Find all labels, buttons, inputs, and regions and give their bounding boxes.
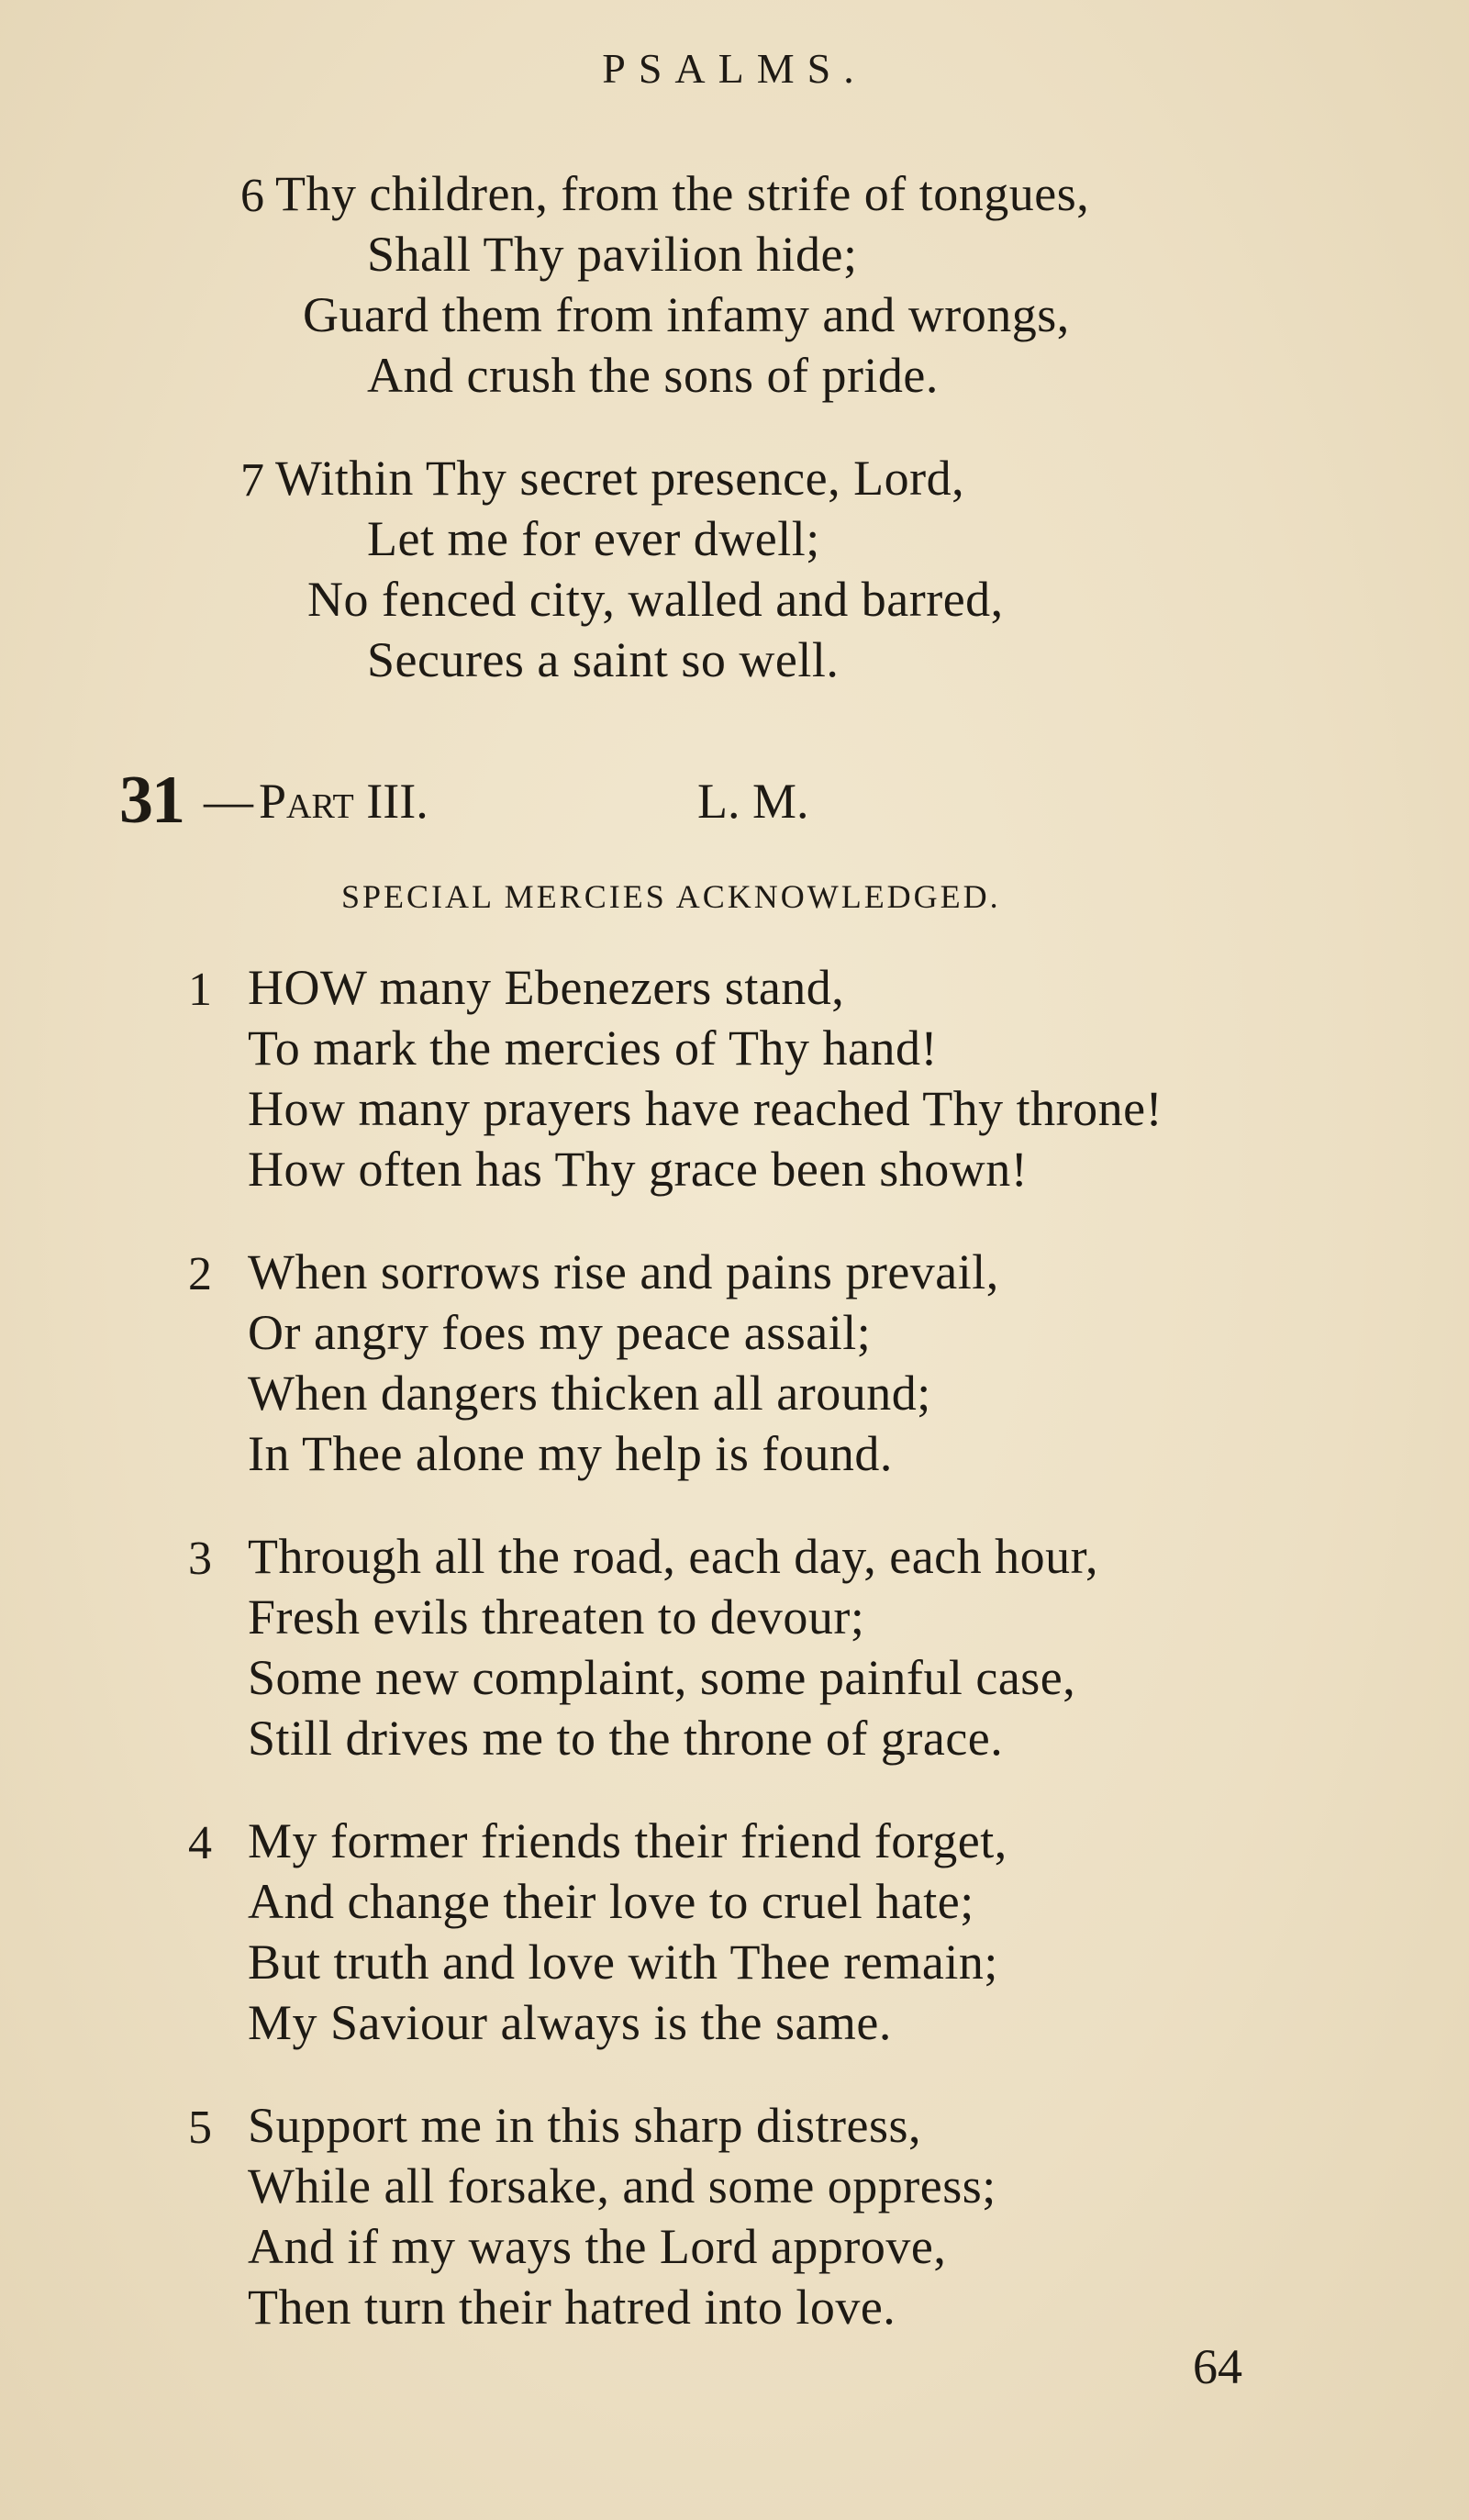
verse-line: Let me for ever dwell; (367, 511, 820, 566)
verse-line: Within Thy secret presence, Lord, (275, 451, 965, 506)
verse-line: Then turn their hatred into love. (248, 2280, 896, 2335)
verse-line: And if my ways the Lord approve, (248, 2219, 947, 2274)
verse-line: But truth and love with Thee remain; (248, 1935, 998, 1990)
verse-line: Guard them from infamy and wrongs, (303, 287, 1070, 342)
hymn-part: Part III. (259, 774, 428, 829)
stanza-number: 1 (188, 964, 212, 1016)
verse-line: Secures a saint so well. (367, 632, 840, 687)
verse-line: Shall Thy pavilion hide; (367, 227, 858, 282)
hymn-subtitle: SPECIAL MERCIES ACKNOWLEDGED. (341, 878, 1001, 915)
verse-line: And change their love to cruel hate; (248, 1874, 974, 1929)
verse-line: While all forsake, and some oppress; (248, 2158, 996, 2213)
verse-line: Through all the road, each day, each hour, (248, 1529, 1098, 1584)
hymn-number: 31 (119, 763, 184, 838)
verse-line: No fenced city, walled and barred, (307, 572, 1004, 627)
verse-line: Or angry foes my peace assail; (248, 1305, 872, 1360)
stanza-number: 3 (188, 1533, 212, 1585)
verse-line: To mark the mercies of Thy hand! (248, 1020, 938, 1076)
stanza-number: 7 (240, 454, 264, 507)
verse-line: How often has Thy grace been shown! (248, 1142, 1029, 1197)
stanza-number: 5 (188, 2102, 212, 2154)
verse-line: Fresh evils threaten to devour; (248, 1589, 865, 1645)
verse-line: Thy children, from the strife of tongues, (275, 166, 1090, 221)
hymn-dash: — (204, 774, 253, 829)
hymn-meter: L. M. (697, 774, 809, 829)
verse-line: My former friends their friend forget, (248, 1813, 1007, 1868)
verse-line: Some new complaint, some painful case, (248, 1650, 1076, 1705)
stanza-number: 2 (188, 1248, 212, 1300)
stanza-number: 4 (188, 1817, 212, 1869)
running-head: PSALMS. (602, 45, 867, 92)
verse-line: In Thee alone my help is found. (248, 1426, 893, 1481)
verse-line: And crush the sons of pride. (367, 348, 939, 403)
verse-line: Support me in this sharp distress, (248, 2098, 921, 2153)
verse-line: When dangers thicken all around; (248, 1366, 931, 1421)
stanza-number: 6 (240, 170, 264, 222)
page-number: 64 (1193, 2339, 1242, 2394)
verse-line: When sorrows rise and pains prevail, (248, 1244, 999, 1299)
verse-line: HOW many Ebenezers stand, (248, 960, 845, 1015)
verse-line: How many prayers have reached Thy throne! (248, 1081, 1163, 1136)
verse-line: Still drives me to the throne of grace. (248, 1711, 1004, 1766)
verse-line: My Saviour always is the same. (248, 1995, 892, 2050)
